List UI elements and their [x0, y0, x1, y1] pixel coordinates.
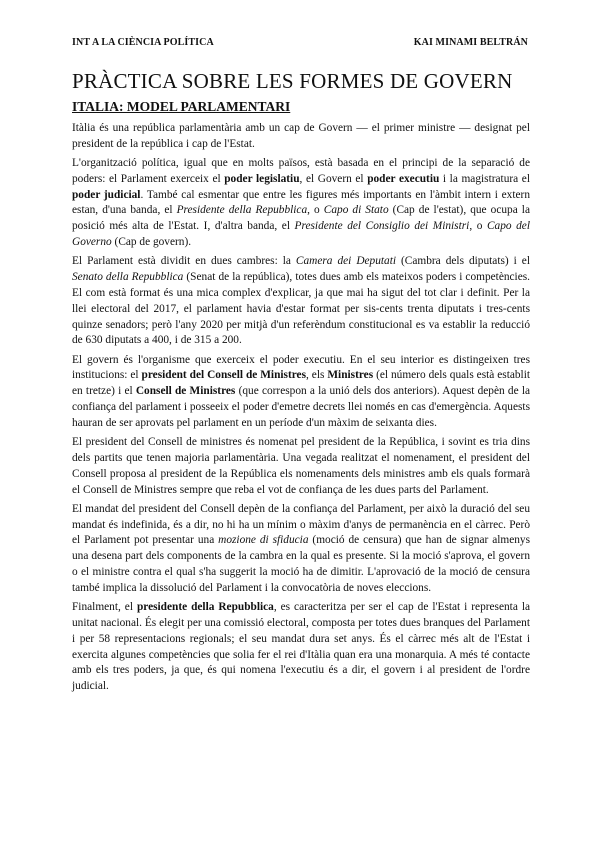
- paragraph-3: El Parlament està dividit en dues cambres: la Camera dei Deputati (Cambra dels diputats) i el Senato della Repubblica (Senat de la república), totes dues amb els mateixos poders i competències. El com està format és una mica complex d'explicar, ja que mai ha sigut del tot clar i definit. Per la llei electoral del 2017, el parlament havia d'estar format per sis-cents trenta diputats i tres-cents quinze senadors; però l'any 2020 per mitjà d'un referèndum constitucional es va establir la reducció de 630 diputats a 400, i de 315 a 200.: [72, 255, 530, 347]
- page-header: [72, 37, 528, 48]
- course-name: INT A LA CIÈNCIA POLÍTICA: [72, 37, 214, 48]
- document-body: [72, 121, 530, 698]
- paragraph-1: Itàlia és una república parlamentària amb un cap de Govern — el primer ministre — designat pel president de la república i cap de l'Estat.: [72, 122, 530, 150]
- page-title: PRÀCTICA SOBRE LES FORMES DE GOVERN: [72, 69, 513, 93]
- paragraph-4: El govern és l'organisme que exerceix el poder executiu. En el seu interior es distingeixen tres institucions: el president del Consell de Ministres, els Ministres (el número dels quals està establit en tretze) i el Consell de Ministres (que correspon a la unió dels dos anteriors). Aquest depèn de la confiança del parlament i posseeix el poder d'emetre decrets llei només en cas d'emergència. Aquests hauran de ser aprovats pel parlament en un període d'un màxim de seixanta dies.: [72, 353, 531, 429]
- paragraph-6: El mandat del president del Consell depèn de la confiança del Parlament, per això la duració del seu mandat és indefinida, és a dir, no hi ha un mínim o màxim d'anys de permanència en el càrrec. Però el Parlament pot presentar una mozione di sfiducia (moció de censura) que han de signar almenys una desena part dels components de la cambra en la qual es presente. Si la moció s'aprova, el govern o el ministre contra el qual s'ha suggerit la moció ha de dimitir. L'aprovació de la moció de censura també implica la dissolució del Parlament i la convocatòria de noves eleccions.: [72, 502, 530, 594]
- paragraph-5: El president del Consell de ministres és nomenat pel president de la República, i sovint es tria dins dels partits que tenen majoria parlamentària. Una vegada realitzat el nomenament, el president del Consell proposa al president de la República els nomenaments dels ministres amb els quals formarà el Consell de Ministres sempre que reba el vot de confiança de les dues parts del Parlament.: [72, 436, 530, 496]
- paragraph-2: L'organització política, igual que en molts països, està basada en el principi de la separació de poders: el Parlament exerceix el poder legislatiu, el Govern el poder executiu i la magistratura el poder judicial. També cal esmentar que entre les figures més importants en l'àmbit intern i extern estan, d'una banda, el Presidente della Repubblica, o Capo di Stato (Cap de l'estat), que ocupa la posició més alta de l'Estat. I, d'altra banda, el Presidente del Consiglio dei Ministri, o Capo del Governo (Cap de govern).: [72, 157, 530, 249]
- section-title: ITALIA: MODEL PARLAMENTARI: [72, 99, 291, 114]
- author-name: KAI MINAMI BELTRÁN: [413, 37, 528, 48]
- paragraph-7: Finalment, el presidente della Repubblica, es caracteritza per ser el cap de l'Estat i representa la unitat nacional. És elegit per una comissió electoral, composta per totes dues branques del Parlament i per 58 representacions regionals; el seu mandat dura set anys. És el càrrec més alt de l'Estat i exercita algunes competències que solia fer el rei d'Itàlia quan era una monarquia. A més té contacte amb els tres poders, ja que, és qui nomena l'executiu és a dir, el govern i al president de l'ordre judicial.: [72, 601, 531, 693]
